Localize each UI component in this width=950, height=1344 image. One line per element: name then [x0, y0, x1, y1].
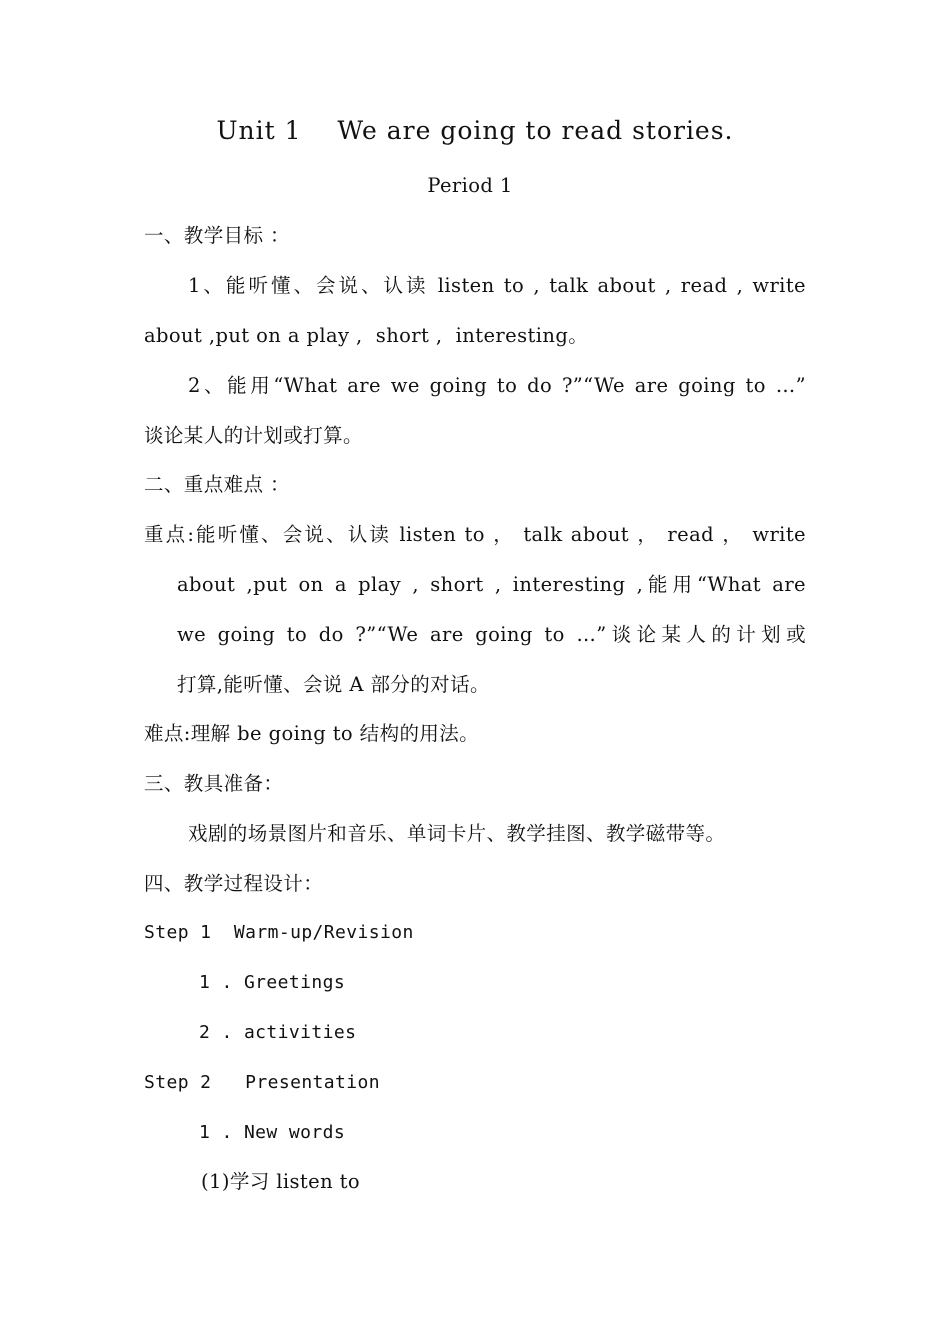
step-2-item-1: 1 . New words	[199, 1122, 346, 1143]
key-point-line-4: 打算,能听懂、会说 A 部分的对话。	[177, 673, 490, 696]
section-heading-materials: 三、教具准备：	[144, 772, 284, 795]
key-point-line-1: 重点:能听懂、会说、认读 listen to ， talk about ， read ， write	[144, 523, 806, 546]
period-label: Period 1	[427, 174, 513, 197]
difficult-point: 难点:理解 be going to 结构的用法。	[144, 722, 480, 745]
section-heading-procedure: 四、教学过程设计：	[144, 872, 324, 895]
section-heading-objectives: 一、教学目标 ：	[144, 224, 290, 247]
document-title: Unit 1 We are going to read stories.	[216, 116, 734, 145]
step-1-item-2: 2 . activities	[199, 1022, 357, 1043]
objective-2-line-1: 2、能用“What are we going to do ?”“We are going to …”	[188, 374, 806, 397]
objective-2-line-2: 谈论某人的计划或打算。	[144, 424, 363, 447]
step-1-heading: Step 1 Warm-up/Revision	[144, 922, 414, 943]
step-2-heading: Step 2 Presentation	[144, 1072, 380, 1093]
materials-content: 戏剧的场景图片和音乐、单词卡片、教学挂图、教学磁带等。	[188, 822, 726, 845]
step-1-item-1: 1 . Greetings	[199, 972, 346, 993]
step-2-subitem-1: (1)学习 listen to	[201, 1170, 361, 1193]
key-point-line-2: about ,put on a play , short , interesting ,能用“What are	[177, 573, 806, 596]
objective-1-line-1: 1、能听懂、会说、认读 listen to , talk about , read , write	[188, 274, 806, 297]
objective-1-line-2: about ,put on a play , short , interesting。	[144, 324, 589, 347]
key-point-line-3: we going to do ?”“We are going to …”谈论某人的计划或	[177, 623, 806, 646]
section-heading-key-points: 二、重点难点 ：	[144, 473, 290, 496]
